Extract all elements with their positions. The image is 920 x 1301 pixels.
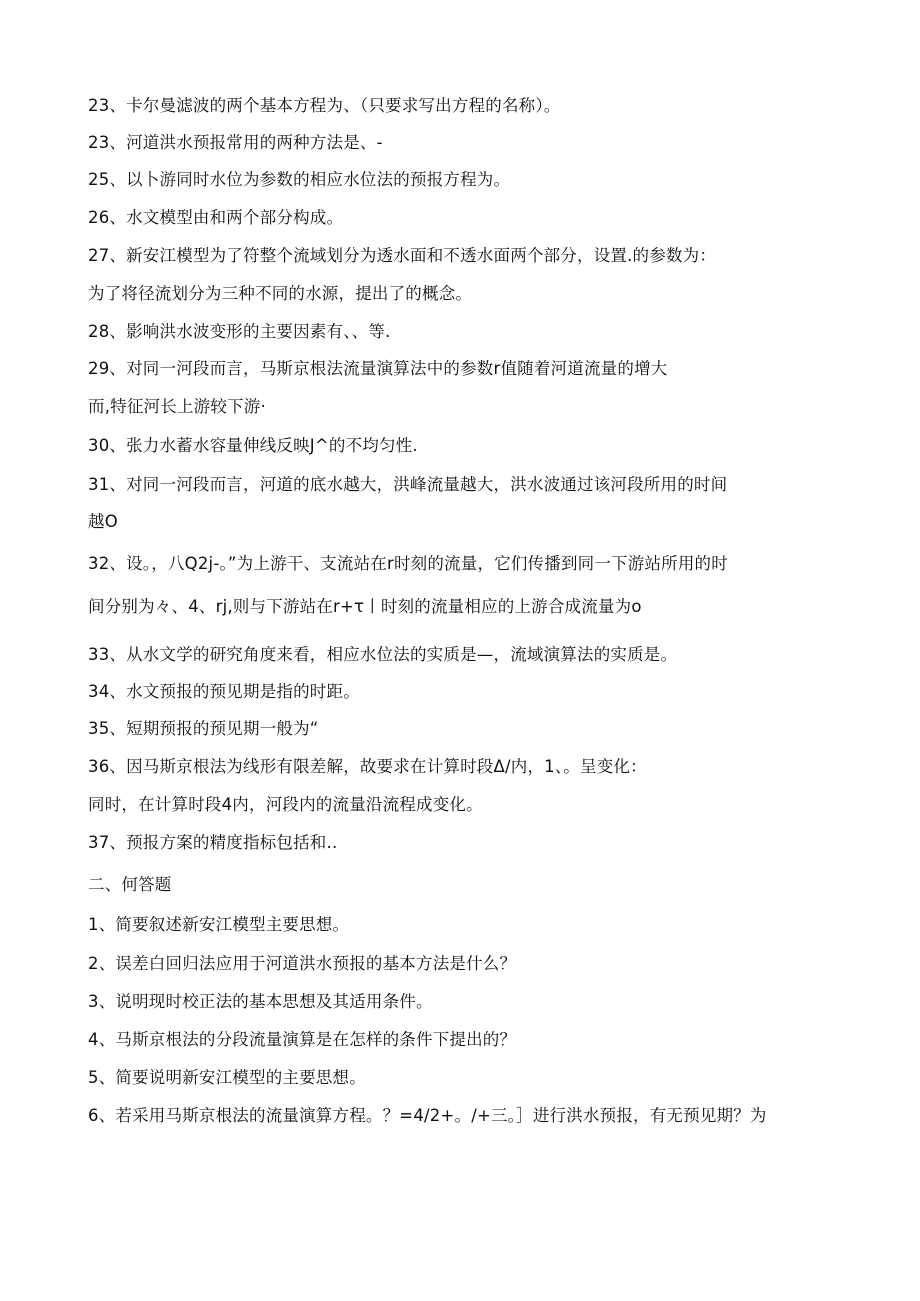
question-35: 35、短期预报的预见期一般为“ <box>88 719 319 738</box>
question-25: 25、以卜游同时水位为参数的相应水位法的预报方程为。 <box>88 170 511 189</box>
question-37: 37、预报方案的精度指标包括和.. <box>88 833 338 852</box>
answer-question-5: 5、简要说明新安江模型的主要思想。 <box>88 1068 366 1087</box>
question-23b: 23、河道洪水预报常用的两种方法是、- <box>88 133 383 152</box>
answer-question-4: 4、马斯京根法的分段流量演算是在怎样的条件下提出的？ <box>88 1030 517 1049</box>
question-29-continued: 而,特征河长上游较下游· <box>88 397 266 416</box>
answer-question-1: 1、简要叙述新安江模型主要思想。 <box>88 915 350 934</box>
question-32: 32、设。，八Q2j-。”为上游干、支流站在r时刻的流量，它们传播到同一下游站所用的时 <box>88 554 728 573</box>
answer-question-6: 6、若采用马斯京根法的流量演算方程。？=4/2+。/+三。］进行洪水预报，有无预见期？为 <box>88 1106 767 1125</box>
question-31-continued: 越O <box>88 512 118 531</box>
answer-question-3: 3、说明现时校正法的基本思想及其适用条件。 <box>88 992 433 1011</box>
answer-question-2: 2、误差白回归法应用于河道洪水预报的基本方法是什么？ <box>88 954 517 973</box>
question-26: 26、水文模型由和两个部分构成。 <box>88 208 344 227</box>
section-heading: 二、何答题 <box>88 875 172 894</box>
question-23a: 23、卡尔曼滤波的两个基本方程为、（只要求写出方程的名称）。 <box>88 96 561 115</box>
question-31: 31、对同一河段而言，河道的底水越大，洪峰流量越大，洪水波通过该河段所用的时间 <box>88 475 728 494</box>
question-27: 27、新安江模型为了符整个流域划分为透水面和不透水面两个部分，设置.的参数为： <box>88 246 717 265</box>
question-34: 34、水文预报的预见期是指的时距。 <box>88 682 360 701</box>
question-28: 28、影响洪水波变形的主要因素有、、等. <box>88 322 391 341</box>
question-27-continued: 为了将径流划分为三种不同的水源，提出了的概念。 <box>88 284 473 303</box>
question-36: 36、因马斯京根法为线形有限差解，故要求在计算时段Δ/内，1、。呈变化： <box>88 757 647 776</box>
question-33: 33、从水文学的研究角度来看，相应水位法的实质是—，流域演算法的实质是。 <box>88 645 678 664</box>
question-29: 29、对同一河段而言，马斯京根法流量演算法中的参数r值随着河道流量的增大 <box>88 359 668 378</box>
question-30: 30、张力水蓄水容量伸线反映J^的不均匀性. <box>88 436 418 455</box>
question-36-continued: 同时，在计算时段4内，河段内的流量沿流程成变化。 <box>88 795 483 814</box>
question-32-continued: 间分别为々、4、rj,则与下游站在r+τ丨时刻的流量相应的上游合成流量为o <box>88 597 642 616</box>
